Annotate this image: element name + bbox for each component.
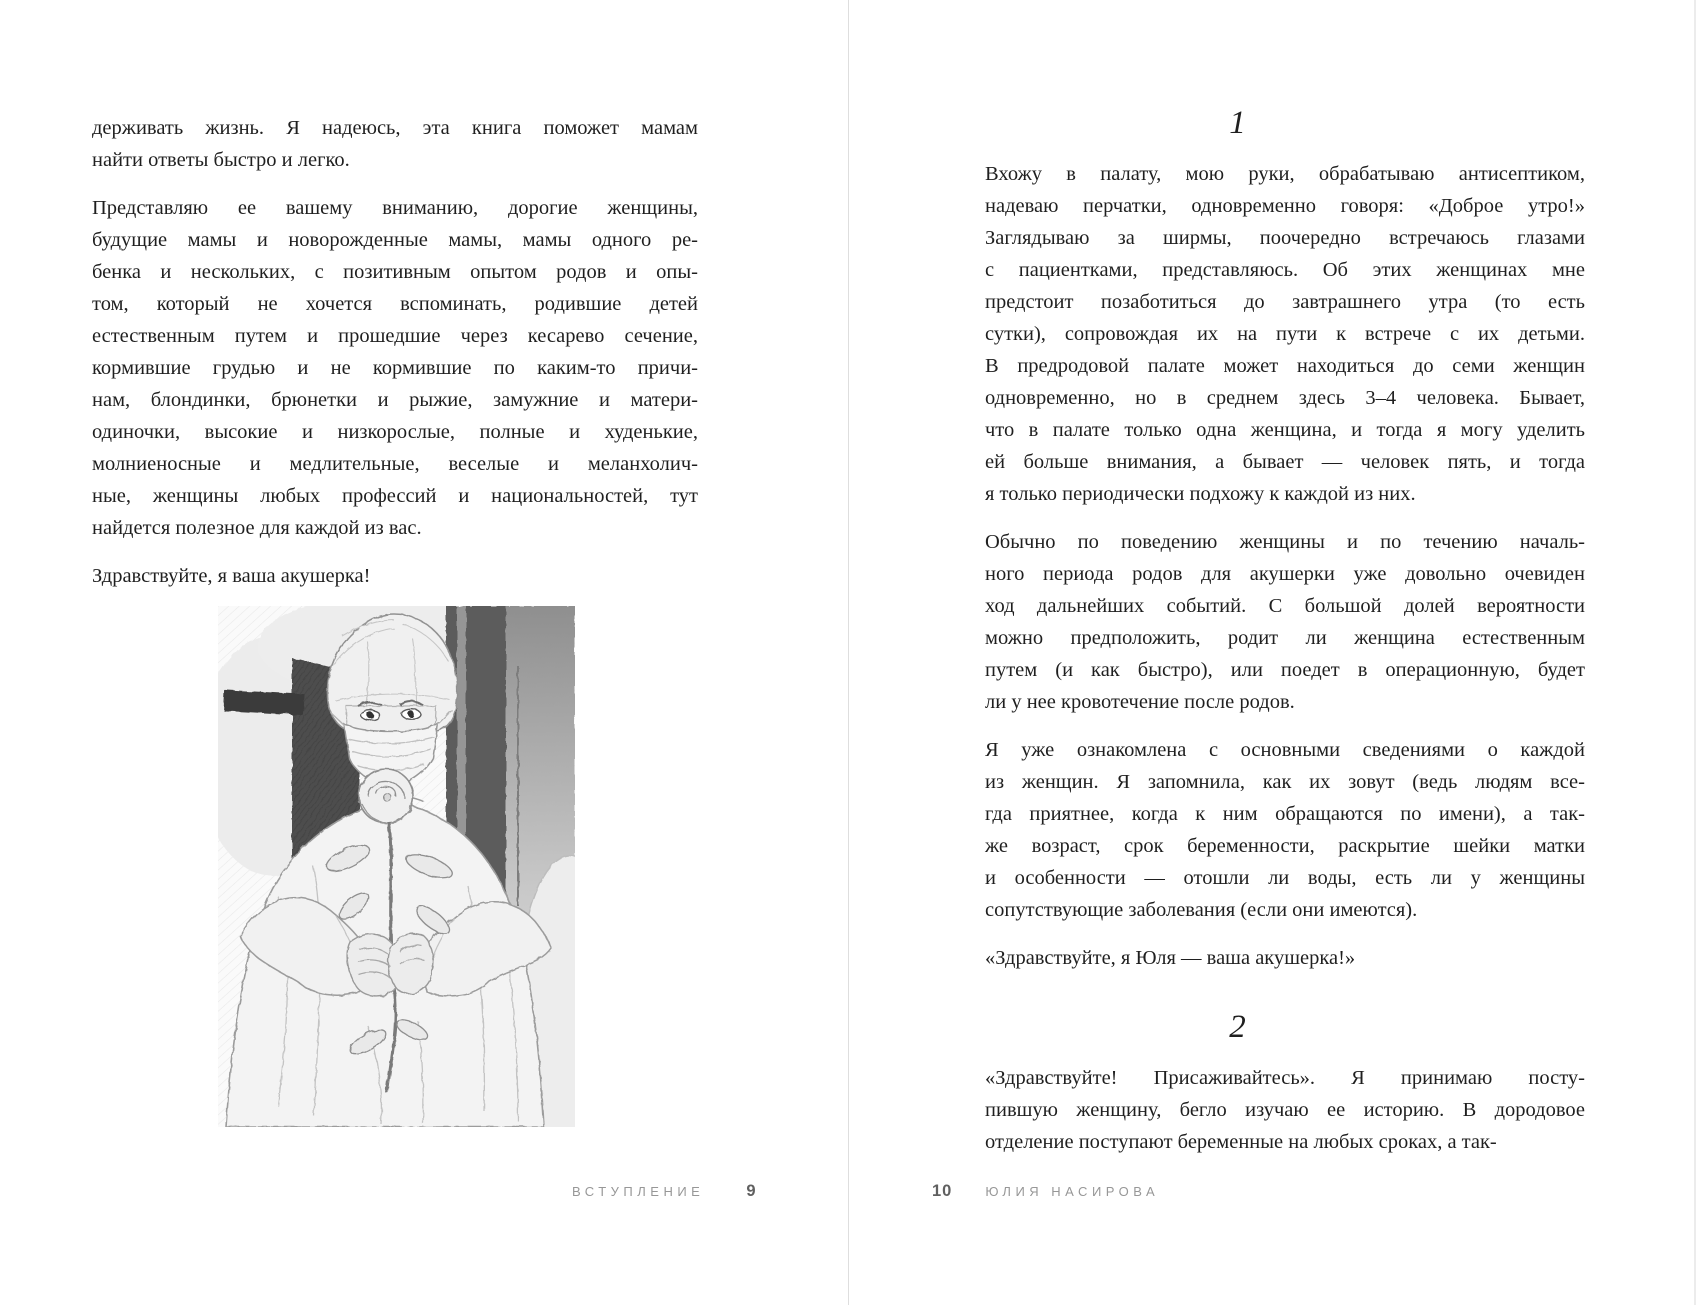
text-line: я только периодически подхожу к каждой из них. [985,483,1416,505]
left-page-footer [572,1182,757,1201]
paragraph [985,158,1585,510]
page-number-left: 9 [746,1182,757,1200]
right-page-footer [932,1182,1159,1201]
text-line: же возраст, срок беременности, раскрытие шейки матки [985,835,1585,857]
book-author: ЮЛИЯ НАСИРОВА [985,1184,1160,1199]
text-line: одновременно, но в среднем здесь 3–4 человека. Бывает, [985,387,1585,409]
text-line: надеваю перчатки, одновременно говоря: «Доброе утро!» [985,195,1585,217]
next-page-edge-line [1694,0,1696,1305]
midwife-illustration [218,606,575,1127]
text-line: найдется полезное для каждой из вас. [92,517,422,539]
paragraph [985,942,1585,974]
right-page-text [985,98,1585,1174]
paragraph [985,734,1585,926]
left-page-text [92,112,698,608]
paragraph [985,526,1585,718]
text-line: будущие мамы и новорожденные мамы, мамы одного ре- [92,229,698,251]
text-line: молниеносные и медлительные, веселые и меланхолич- [92,453,698,475]
page-number-right: 10 [932,1182,953,1200]
text-line: одиночки, высокие и низкорослые, полные и худенькие, [92,421,698,443]
text-line: Обычно по поведению женщины и по течению началь- [985,531,1585,553]
text-line: «Здравствуйте, я Юля — ваша акушерка!» [985,947,1356,969]
text-line: В предродовой палате может находиться до семи женщин [985,355,1585,377]
paragraph [92,192,698,544]
text-line: и особенности — отошли ли воды, есть ли у женщины [985,867,1585,889]
text-line: Заглядываю за ширмы, поочередно встречаюсь глазами [985,227,1585,249]
text-line: кормившие грудью и не кормившие по каким-то причи- [92,357,698,379]
text-line: ного периода родов для акушерки уже довольно очевиден [985,563,1585,585]
text-line: отделение поступают беременные на любых сроках, а так- [985,1131,1497,1153]
text-line: Вхожу в палату, мою руки, обрабатываю антисептиком, [985,163,1585,185]
text-line: Я уже ознакомлена с основными сведениями о каждой [985,739,1585,761]
text-line: с пациентками, представляюсь. Об этих женщинах мне [985,259,1585,281]
text-line: естественным путем и прошедшие через кесарево сечение, [92,325,698,347]
text-line: Представляю ее вашему вниманию, дорогие женщины, [92,197,698,219]
text-line: можно предположить, родит ли женщина естественным [985,627,1585,649]
paragraph [985,1062,1585,1158]
text-line: найти ответы быстро и легко. [92,149,350,171]
text-line: нам, блондинки, брюнетки и рыжие, замужние и матери- [92,389,698,411]
text-line: ход дальнейших событий. С большой долей вероятности [985,595,1585,617]
text-line: держивать жизнь. Я надеюсь, эта книга поможет мамам [92,117,698,139]
text-line: Здравствуйте, я ваша акушерка! [92,565,371,587]
text-line: ли у нее кровотечение после родов. [985,691,1295,713]
chapter-number: 1 [1229,105,1246,141]
chapter-title: ВСТУПЛЕНИЕ [572,1184,705,1199]
text-line: ные, женщины любых профессий и национальностей, тут [92,485,698,507]
text-line: путем (и как быстро), или поедет в операционную, будет [985,659,1585,681]
text-line: что в палате только одна женщина, и тогда я могу уделить [985,419,1585,441]
chapter-number: 2 [1229,1009,1246,1045]
text-line: предстоит позаботиться до завтрашнего утра (то есть [985,291,1585,313]
paragraph [92,112,698,176]
text-line: сутки), сопровождая их на пути к встрече с их детьми. [985,323,1585,345]
text-line: «Здравствуйте! Присаживайтесь». Я принимаю посту- [985,1067,1585,1089]
paragraph [92,560,698,592]
text-line: ей больше внимания, а бывает — человек пять, и тогда [985,451,1585,473]
page-divider-line [848,0,849,1305]
text-line: из женщин. Я запомнила, как их зовут (ведь людям все- [985,771,1585,793]
text-line: том, который не хочется вспоминать, родившие детей [92,293,698,315]
text-line: пившую женщину, бегло изучаю ее историю. В дородовое [985,1099,1585,1121]
text-line: сопутствующие заболевания (если они имеются). [985,899,1418,921]
text-line: бенка и нескольких, с позитивным опытом родов и опы- [92,261,698,283]
text-line: гда приятнее, когда к ним обращаются по имени), а так- [985,803,1585,825]
